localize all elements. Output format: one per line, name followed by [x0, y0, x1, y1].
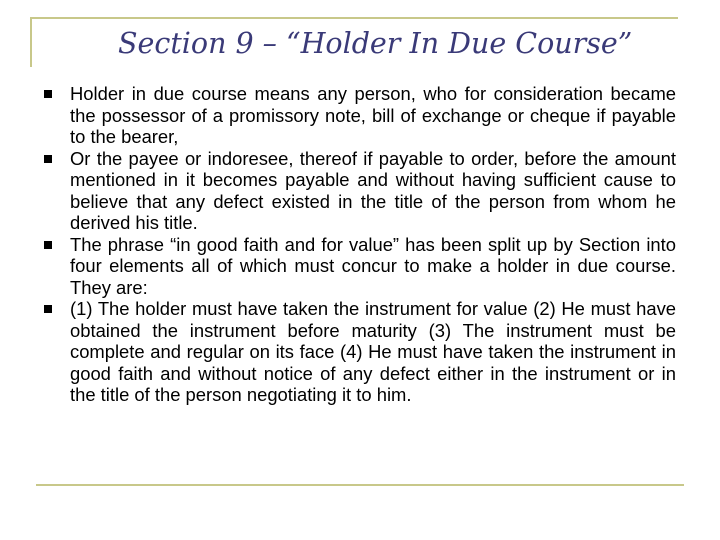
- left-rule: [30, 17, 32, 67]
- bullet-item: [36, 83, 676, 148]
- bullet-item: [36, 234, 676, 299]
- bottom-rule: [36, 484, 684, 486]
- top-rule: [30, 17, 678, 19]
- bullet-item: [36, 148, 676, 234]
- square-bullet-icon: [44, 305, 52, 313]
- bullet-text: Holder in due course means any person, who for consideration became the possessor of a promissory note, bill of exchange or cheque if payable to the bearer,: [70, 83, 676, 147]
- bullet-item: [36, 298, 676, 406]
- bullet-text: The phrase “in good faith and for value” has been split up by Section into four elements all of which must concur to make a holder in due course. They are:: [70, 233, 676, 298]
- bullet-list: [36, 83, 676, 406]
- bullet-text: Or the payee or indoresee, thereof if payable to order, before the amount mentioned in it becomes payable and without having sufficient cause to believe that any defect existed in the title of the person from whom he derived his title.: [70, 147, 676, 233]
- square-bullet-icon: [44, 90, 52, 98]
- bullet-text: (1) The holder must have taken the instrument for value (2) He must have obtained the instrument before maturity (3) The instrument must be complete and regular on its face (4) He must have taken the instrument in good faith and without notice of any defect either in the instrument or in the title of the person negotiating it to him.: [70, 298, 676, 405]
- slide-title: Section 9 – “Holder In Due Course”: [118, 27, 633, 60]
- square-bullet-icon: [44, 155, 52, 163]
- square-bullet-icon: [44, 241, 52, 249]
